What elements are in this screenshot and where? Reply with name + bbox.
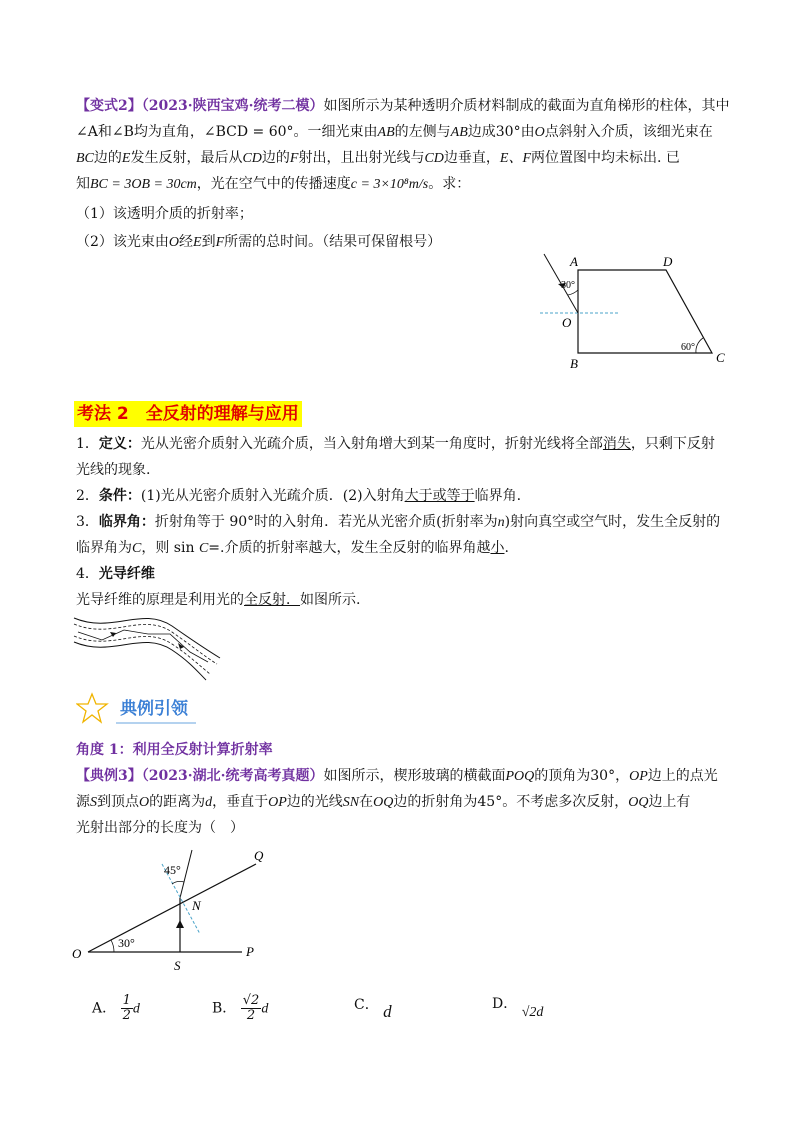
ray-arrow-up [176, 920, 184, 928]
critical-angle-line2 [76, 538, 509, 559]
label-n: N [192, 898, 201, 913]
text: . [504, 540, 509, 556]
math: OQ [373, 795, 394, 810]
variant2-line1 [76, 96, 729, 116]
text: 边的 [93, 150, 122, 166]
text: 所需的总时间。（结果可保留根号） [224, 234, 442, 250]
refracted-ray [180, 850, 192, 898]
optical-fiber-figure [72, 612, 222, 682]
math: n [497, 515, 505, 530]
text: ，只剩下反射 [630, 436, 715, 452]
variant2-source: （2023·陕西宝鸡·统考二模） [141, 98, 324, 114]
text: 的距离为 [149, 794, 206, 810]
fiber-outer-bottom [74, 642, 206, 680]
text: 源 [76, 794, 90, 810]
definition-line1 [76, 434, 715, 454]
angle-arc-c [696, 338, 703, 353]
math: SN [342, 795, 360, 810]
text: 2． [76, 488, 99, 504]
denominator: 2 [122, 1008, 131, 1023]
choice-d[interactable] [492, 994, 544, 1020]
math: F [215, 235, 225, 250]
math: OP [629, 769, 648, 784]
angle-label-45: 45° [164, 863, 181, 877]
label-d: D [663, 254, 673, 269]
math: c = 3×10⁸m/s [350, 177, 429, 192]
text: 的顶角为30°， [534, 768, 630, 784]
choice-d-label: D． [492, 996, 518, 1012]
math: d [205, 795, 213, 810]
label-c: C [716, 350, 725, 365]
example3-line3: 光射出部分的长度为（ ） [76, 820, 244, 836]
example3-source: （2023·湖北·统考高考真题） [141, 768, 324, 784]
text: 的左侧与 [394, 124, 451, 140]
math: OQ [628, 795, 649, 810]
text: 在 [359, 794, 374, 810]
banner-text: 典例引领 [120, 699, 188, 719]
angle-arc-45 [172, 881, 184, 884]
math: d [261, 1001, 269, 1017]
text: =.介质的折射率越大，发生全反射的临界角越 [208, 540, 491, 556]
angle-label-30-2: 30° [118, 936, 135, 950]
text: 知 [76, 176, 90, 192]
math: S [90, 795, 97, 810]
fiber-heading [76, 564, 155, 584]
text: ，垂直于 [212, 794, 269, 810]
text: 光导纤维的原理是利用光的 [76, 592, 244, 608]
math: C [132, 541, 142, 556]
text: (1)光从光密介质射入光疏介质．(2)入射角 [140, 488, 405, 504]
label-p: P [246, 944, 254, 959]
math: d [383, 1002, 392, 1021]
math: d [132, 1001, 140, 1017]
fiber-line [76, 590, 360, 610]
label: 临界角： [98, 514, 155, 530]
label: 定义： [98, 436, 141, 452]
variant2-line4 [76, 174, 470, 195]
math: BC = 3OB = 30cm [90, 177, 197, 192]
text: 边上有 [648, 794, 691, 810]
math: E [121, 151, 131, 166]
math: F [289, 151, 299, 166]
math: E、F [499, 151, 532, 166]
text: 边上的点光 [647, 768, 718, 784]
variant2-q2 [76, 232, 441, 253]
text: 到顶点 [97, 794, 139, 810]
angle1-heading: 角度 1：利用全反射计算折射率 [76, 742, 273, 758]
text: 边垂直， [443, 150, 500, 166]
fiber-inner-bottom [74, 636, 210, 674]
label-o2: O [72, 946, 82, 961]
math: CD [242, 151, 262, 166]
angle-label-60: 60° [681, 342, 695, 353]
underlined-text: 消失 [602, 436, 631, 452]
variant2-line2 [76, 122, 713, 143]
text: 光从光密介质射入光疏介质，当入射角增大到某一角度时，折射光线将全部 [140, 436, 603, 452]
angle-arc-30 [111, 940, 114, 952]
text: （2）该光束由 [76, 234, 169, 250]
text: ，光在空气中的传播速度 [196, 176, 351, 192]
label: 条件： [98, 488, 141, 504]
text: 如图所示. [300, 592, 361, 608]
text: 边的折射角为45°。不考虑多次反射， [393, 794, 629, 810]
math: AB [377, 125, 395, 140]
text: 。求： [428, 176, 471, 192]
star-icon [77, 694, 107, 722]
variant2-line3 [76, 148, 680, 169]
math: √2d [521, 1005, 544, 1020]
underlined-text: 小 [490, 540, 505, 556]
math: C [198, 541, 209, 556]
choice-a[interactable] [92, 994, 140, 1023]
underlined-text: 全反射． [244, 592, 300, 608]
denominator: 2 [246, 1008, 256, 1023]
section-heading: 考法 2 全反射的理解与应用 [74, 401, 302, 427]
fiber-inner-top [74, 624, 217, 664]
text: ∠A和∠B均为直角，∠BCD = 60°。一细光束由 [76, 124, 378, 140]
label-b: B [570, 356, 578, 371]
text: 发生反射，最后从 [130, 150, 243, 166]
label-s: S [174, 958, 181, 973]
critical-angle-line1 [76, 512, 720, 533]
math: O [139, 795, 150, 810]
choice-a-label: A． [92, 1000, 117, 1017]
variant2-tag: 【变式2】 [76, 98, 142, 114]
trapezoid-shape [578, 270, 712, 353]
label-a: A [570, 254, 578, 269]
variant2-q1: （1）该透明介质的折射率； [76, 206, 253, 222]
text: 3． [76, 514, 99, 530]
text: 4． [76, 566, 99, 582]
choice-c-label: C． [354, 997, 379, 1013]
variant2-text-1: 如图所示为某种透明介质材料制成的截面为直角梯形的柱体，其中 [323, 98, 730, 114]
example3-line1 [76, 766, 718, 787]
text: 两位置图中均未标出. 已 [531, 150, 680, 166]
text: )射向真空或空气时，发生全反射的 [504, 514, 721, 530]
text: 边的 [261, 150, 290, 166]
text: ，则 sin [141, 540, 195, 556]
label-o: O [562, 315, 572, 330]
text: 射出，且出射光线与 [298, 150, 425, 166]
underlined-text: 大于或等于 [404, 488, 475, 504]
math: O [534, 125, 545, 140]
angle-label-30: 30° [561, 280, 575, 291]
math: AB [450, 125, 468, 140]
choice-c[interactable] [354, 994, 392, 1021]
text: 点斜射入介质，该细光束在 [544, 124, 713, 140]
fraction-a [121, 994, 133, 1023]
text: 边的光线 [286, 794, 343, 810]
definition-line2: 光线的现象. [76, 462, 151, 478]
text: 边成30°由 [467, 124, 535, 140]
text: 折射角等于 90°时的入射角．若光从光密介质(折射率为 [154, 514, 498, 530]
choice-b[interactable] [212, 994, 268, 1023]
text: 临界角. [474, 488, 522, 504]
label-q: Q [254, 848, 264, 863]
fraction-b [241, 994, 262, 1023]
numerator: √2 [242, 993, 260, 1008]
math: OP [268, 795, 287, 810]
math: POQ [505, 769, 535, 784]
math: BC [76, 151, 94, 166]
math: O [168, 235, 180, 250]
text: 临界角为 [76, 540, 132, 556]
math: E [193, 235, 202, 250]
wedge-figure [70, 846, 280, 974]
text: 经 [179, 234, 194, 250]
numerator: 1 [122, 993, 131, 1008]
example3-tag: 【典例3】 [76, 768, 142, 784]
condition-line [76, 486, 521, 506]
trapezoid-figure [530, 252, 740, 374]
text: 如图所示，楔形玻璃的横截面 [323, 768, 506, 784]
edge-oq [88, 864, 256, 952]
fiber-light-path [78, 630, 208, 662]
example3-line2 [76, 792, 690, 813]
label: 光导纤维 [98, 566, 155, 582]
choice-b-label: B． [212, 1000, 237, 1017]
text: 1． [76, 436, 99, 452]
text: 到 [201, 234, 216, 250]
math: CD [424, 151, 444, 166]
